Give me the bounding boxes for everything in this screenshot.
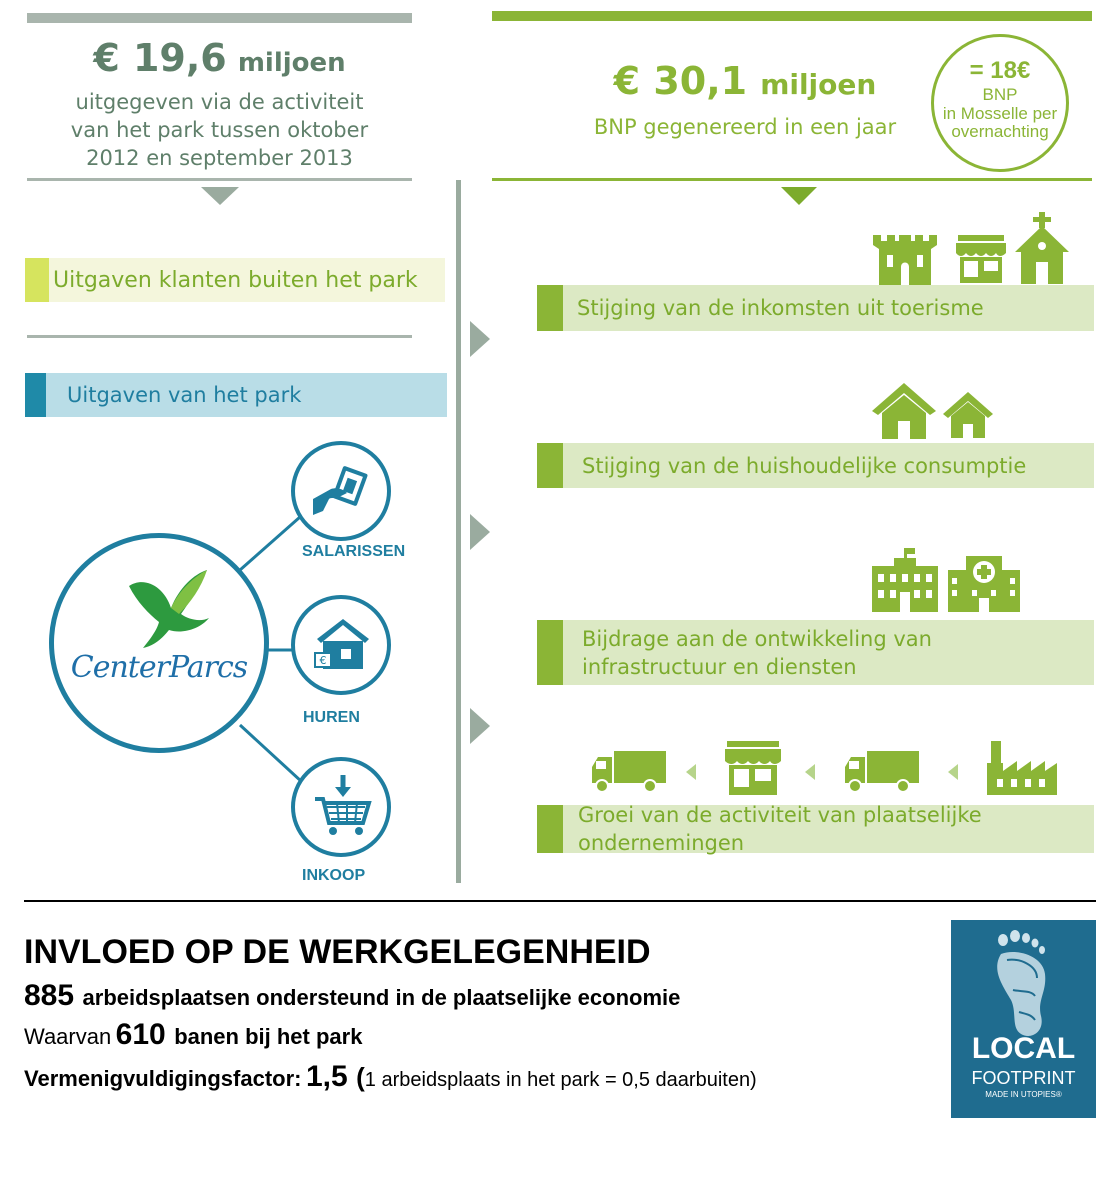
jobs-line: [24, 978, 680, 1019]
right-amount-line: [560, 58, 930, 112]
impact-households-label: Stijging van de huishoudelijke consumptie: [582, 453, 1027, 478]
left-desc-2: van het park tussen oktober: [70, 118, 369, 142]
chain-arrow-3: [948, 764, 958, 780]
logo-footprint: FOOTPRINT: [971, 1068, 1076, 1088]
shop-icon-2: [725, 741, 781, 795]
right-header-bottom-line: [492, 178, 1092, 181]
impact-tourism-label: Stijging van de inkomsten uit toerisme: [577, 296, 984, 320]
salaries-label: SALARISSEN: [302, 543, 406, 560]
centerparcs-circle: [49, 533, 269, 753]
park-jobs-number: 610: [115, 1018, 166, 1051]
flow-arrow-1: [470, 321, 490, 357]
impact-infrastructure-box: [537, 620, 1094, 685]
left-amount: € 19,6: [93, 36, 227, 80]
shop-icon-1: [956, 235, 1006, 283]
jobs-text: arbeidsplaatsen ondersteund in de plaatselijke economie: [82, 985, 681, 1010]
town-hall-icon: [870, 548, 940, 612]
money-hand-icon: [309, 459, 373, 523]
salaries-circle: [291, 441, 391, 541]
rent-label: HUREN: [303, 709, 360, 726]
impact-business-box: [537, 805, 1094, 853]
flow-arrow-3: [470, 708, 490, 744]
right-unit: miljoen: [760, 68, 877, 101]
right-amount: € 30,1: [613, 59, 748, 103]
left-desc-1: uitgegeven via de activiteit: [75, 90, 364, 114]
house-icon-1: [872, 383, 936, 439]
footprint-icon: [987, 930, 1057, 1040]
right-down-arrow: [781, 187, 817, 205]
right-header: [560, 58, 930, 142]
chain-arrow-2: [805, 764, 815, 780]
multiplier-note: 1 arbeidsplaats in het park = 0,5 daarbuiten): [364, 1069, 757, 1091]
factory-icon: [987, 741, 1057, 795]
logo-local: LOCAL: [971, 1032, 1076, 1065]
outside-spending-label: Uitgaven klanten buiten het park: [53, 267, 418, 293]
multiplier-open-paren: (: [356, 1062, 365, 1092]
church-icon: [1013, 212, 1071, 284]
castle-icon: [871, 235, 939, 285]
flow-arrow-2: [470, 514, 490, 550]
impact-households-box: [537, 443, 1094, 488]
svg-text:€: €: [319, 654, 327, 667]
chain-arrow-1: [686, 764, 696, 780]
centerparcs-logo-text: CenterParcs: [70, 650, 248, 685]
gdp-badge: [931, 34, 1069, 172]
rent-circle: [291, 595, 391, 695]
bird-logo-icon: [119, 568, 219, 648]
employment-divider: [24, 900, 1096, 902]
impact-business-label: Groei van de activiteit van plaatselijke ondernemingen: [578, 803, 982, 855]
connector-lines: [0, 0, 460, 900]
house-icon-2: [943, 392, 993, 438]
truck-icon-2: [845, 751, 919, 793]
impact-infrastructure-accent: [537, 620, 563, 685]
local-footprint-logo: [951, 920, 1096, 1118]
gdp-badge-line2: in Mosselle per: [942, 104, 1058, 123]
impact-households-accent: [537, 443, 563, 488]
park-jobs-line: [24, 1017, 362, 1058]
shopping-cart-icon: [311, 773, 375, 843]
right-header-top-bar: [492, 11, 1092, 21]
employment-title: INVLOED OP DE WERKGELEGENHEID: [24, 933, 651, 971]
right-desc: BNP gegenereerd in een jaar: [593, 115, 897, 139]
left-desc-3: 2012 en september 2013: [86, 146, 353, 170]
impact-business-accent: [537, 805, 563, 853]
park-jobs-text: banen bij het park: [174, 1024, 363, 1049]
purchase-circle: [291, 757, 391, 857]
hospital-icon: [948, 556, 1020, 612]
impact-infrastructure-label: Bijdrage aan de ontwikkeling van infrastructuur en diensten: [582, 626, 932, 679]
gdp-badge-value: = 18€: [969, 57, 1031, 84]
gdp-badge-line3: overnachting: [951, 122, 1049, 141]
park-jobs-prefix: Waarvan: [24, 1024, 112, 1049]
purchase-label: INKOOP: [302, 867, 366, 884]
multiplier-label: Vermenigvuldigingsfactor:: [24, 1066, 302, 1091]
left-unit: miljoen: [237, 48, 346, 78]
jobs-number: 885: [24, 979, 75, 1012]
logo-made-in: MADE IN UTOPIES®: [985, 1090, 1062, 1099]
house-rent-icon: [311, 613, 375, 677]
impact-tourism-box: [537, 285, 1094, 331]
truck-icon-1: [592, 751, 666, 793]
gdp-badge-line1: BNP: [982, 85, 1018, 104]
multiplier-value: 1,5: [305, 1060, 348, 1093]
park-spending-label: Uitgaven van het park: [67, 383, 302, 407]
impact-tourism-accent: [537, 285, 563, 331]
multiplier-line: [24, 1059, 757, 1100]
